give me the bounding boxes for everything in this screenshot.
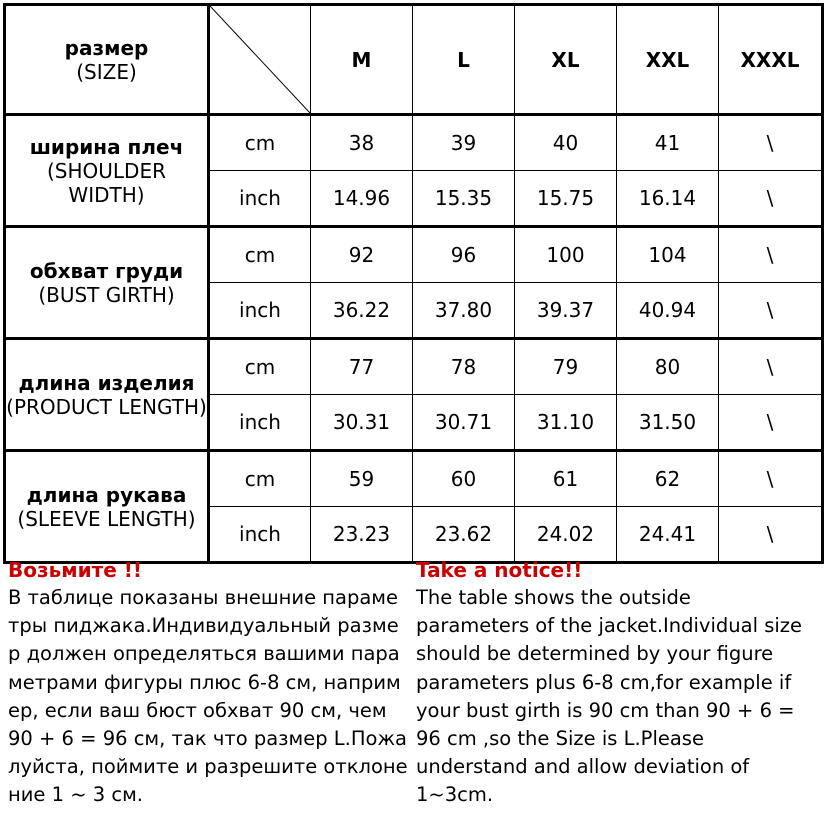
value-cell: 36.22 (311, 283, 413, 339)
value-cell: 40.94 (617, 283, 719, 339)
size-header-xxl: XXL (617, 6, 719, 115)
value-cell: \ (719, 115, 822, 171)
unit-cell: cm (209, 339, 311, 395)
value-cell: \ (719, 395, 822, 451)
corner-diagonal-cell (209, 6, 311, 115)
value-cell: 30.31 (311, 395, 413, 451)
value-cell: 60 (413, 451, 515, 507)
size-header-xxxl: XXXL (719, 6, 822, 115)
notice-en (416, 556, 820, 810)
notice-en-title: Take a notice!! (416, 558, 583, 582)
table-row (6, 339, 822, 395)
measurement-label-ru: длина изделия (18, 370, 195, 395)
notice-ru-text: В таблице показаны внешние параме тры пиджака.Индивидуальный разме р должен определяться вашими пара метрами фигуры плюс 6-8 см, наприм ер, если ваш бюст обхват 90 см, чем 90 + 6 = 96 см, так что размер L.Пожа луйста, поймите и разрешите отклоне ние 1 ~ 3 см. (8, 586, 408, 807)
measurement-label-en: (SHOULDER WIDTH) (47, 158, 166, 207)
value-cell: 79 (515, 339, 617, 395)
size-chart-table (5, 5, 822, 562)
unit-cell: inch (209, 395, 311, 451)
notice-ru-title: Возьмите !! (8, 558, 142, 582)
value-cell: 15.75 (515, 171, 617, 227)
value-cell: 23.62 (413, 507, 515, 562)
measurement-label-ru: длина рукава (26, 482, 187, 507)
notice-en-text: The table shows the outside parameters of the jacket.Individual size should be determined by your figure parameters plus 6-8 cm,for example if your bust girth is 90 cm than 90 + 6 = 96 cm ,so the Size is L.Please understand and allow deviation of 1~3cm. (416, 586, 803, 807)
unit-cell: inch (209, 171, 311, 227)
value-cell: 61 (515, 451, 617, 507)
measurement-label-ru: обхват груди (29, 258, 184, 283)
value-cell: 80 (617, 339, 719, 395)
value-cell: 40 (515, 115, 617, 171)
value-cell: 24.41 (617, 507, 719, 562)
value-cell: \ (719, 507, 822, 562)
unit-cell: inch (209, 283, 311, 339)
value-cell: 16.14 (617, 171, 719, 227)
value-cell: \ (719, 283, 822, 339)
size-label-en: (SIZE) (76, 59, 137, 84)
size-header-m: M (311, 6, 413, 115)
measurement-label-ru: ширина плеч (29, 134, 184, 159)
unit-cell: inch (209, 507, 311, 562)
value-cell: 30.71 (413, 395, 515, 451)
value-cell: \ (719, 339, 822, 395)
measurement-label (6, 339, 209, 451)
value-cell: 39.37 (515, 283, 617, 339)
size-header-l: L (413, 6, 515, 115)
value-cell: 24.02 (515, 507, 617, 562)
unit-cell: cm (209, 451, 311, 507)
measurement-label (6, 227, 209, 339)
value-cell: 62 (617, 451, 719, 507)
value-cell: 23.23 (311, 507, 413, 562)
size-label-ru: размер (64, 35, 149, 60)
measurement-label (6, 115, 209, 227)
size-header-xl: XL (515, 6, 617, 115)
notice-ru (8, 556, 410, 810)
value-cell: 100 (515, 227, 617, 283)
value-cell: 41 (617, 115, 719, 171)
unit-cell: cm (209, 227, 311, 283)
diagonal-line (210, 6, 310, 113)
value-cell: 31.10 (515, 395, 617, 451)
table-row (6, 227, 822, 283)
value-cell: 104 (617, 227, 719, 283)
size-header-label (6, 6, 209, 115)
value-cell: 31.50 (617, 395, 719, 451)
measurement-label-en: (BUST GIRTH) (38, 282, 175, 307)
table-row (6, 115, 822, 171)
unit-cell: cm (209, 115, 311, 171)
measurement-label (6, 451, 209, 562)
measurement-label-en: (PRODUCT LENGTH) (6, 394, 207, 419)
value-cell: 14.96 (311, 171, 413, 227)
value-cell: 37.80 (413, 283, 515, 339)
value-cell: 15.35 (413, 171, 515, 227)
measurement-label-en: (SLEEVE LENGTH) (17, 506, 196, 531)
table-row (6, 451, 822, 507)
value-cell: 77 (311, 339, 413, 395)
value-cell: \ (719, 227, 822, 283)
value-cell: 78 (413, 339, 515, 395)
value-cell: 92 (311, 227, 413, 283)
value-cell: 96 (413, 227, 515, 283)
notice-section (8, 556, 820, 822)
value-cell: \ (719, 451, 822, 507)
value-cell: \ (719, 171, 822, 227)
value-cell: 38 (311, 115, 413, 171)
value-cell: 59 (311, 451, 413, 507)
value-cell: 39 (413, 115, 515, 171)
